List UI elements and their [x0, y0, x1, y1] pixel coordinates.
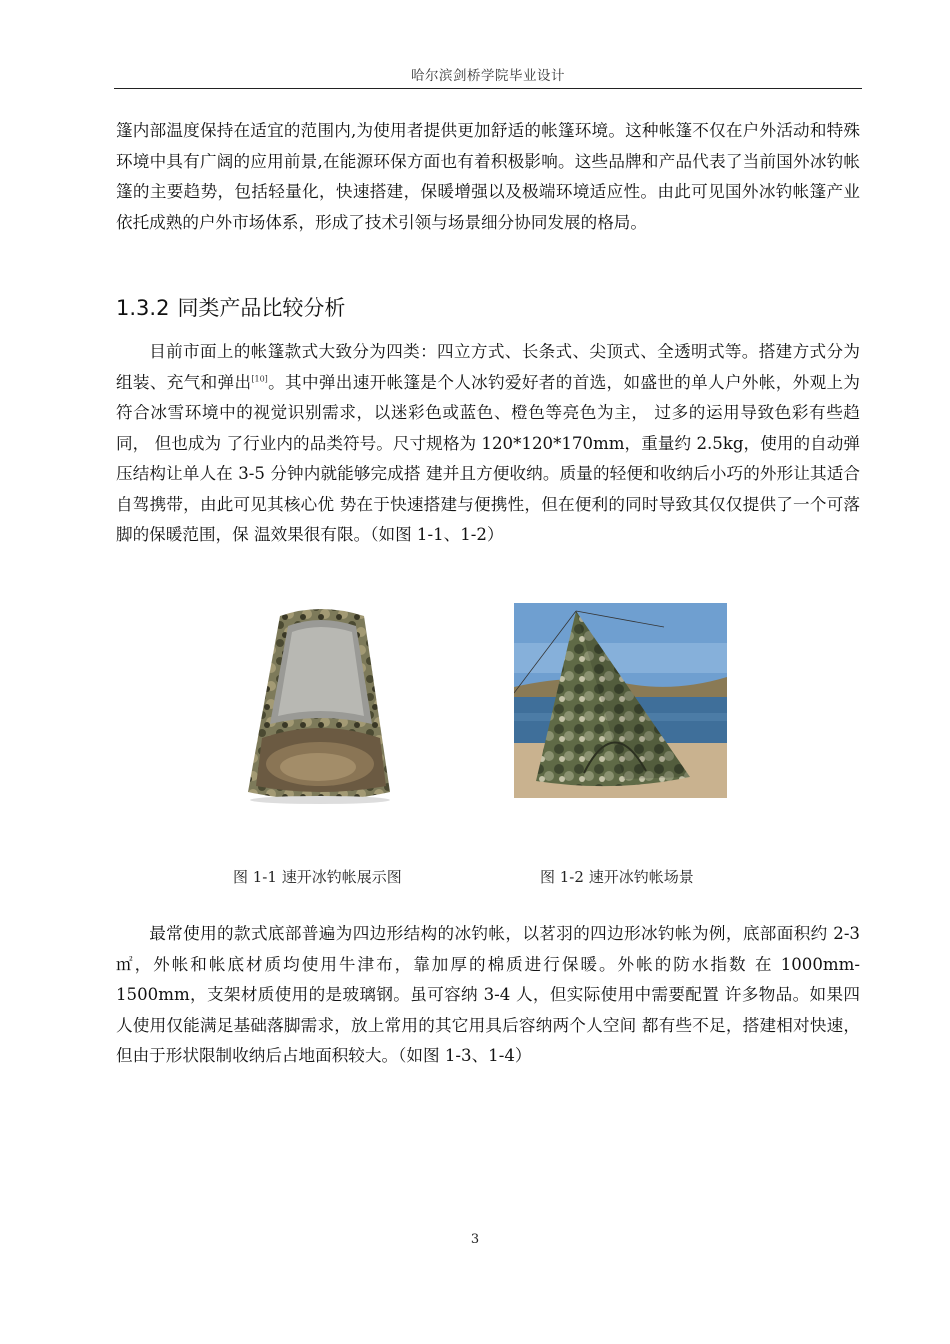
section-number: 1.3.2: [116, 296, 170, 320]
figure-2-caption: 图 1-2 速开冰钓帐场景: [540, 868, 694, 886]
page-header: 哈尔滨剑桥学院毕业设计: [411, 68, 565, 84]
paragraph-2: [116, 337, 860, 551]
figure-1-tent-product-image: [240, 602, 402, 806]
figure-1-caption: 图 1-1 速开冰钓帐展示图: [233, 868, 402, 886]
paragraph-2-text-b: 。其中弹出速开帐篷是个人冰钓爱好者的首选，如盛世的单人户外帐，外观上为符合冰雪环境中的视觉识别需求，以迷彩色或蓝色、橙色等亮色为主， 过多的运用导致色彩有些趋同， 但也成为 了行业内的品类符号。尺寸规格为 120*120*170mm，重量约 2.5kg，使用的自动弹压结构让单人在 3-5 分钟内就能够完成搭 建并且方便收纳。质量的轻便和收纳后小巧的外形让其适合自驾携带，由此可见其核心优 势在于快速搭建与便携性，但在便利的同时导致其仅仅提供了一个可落脚的保暖范围，保 温效果很有限。（如图 1-1、1-2）: [116, 372, 861, 544]
paragraph-2-text-a: 目前市面上的帐篷款式大致分为四类：四立方式、长条式、尖顶式、全透明式等。搭建方式分为组装、充气和弹出: [116, 342, 860, 392]
figure-2-tent-scene-image: [514, 603, 727, 798]
citation-marker: [10]: [251, 373, 268, 383]
section-title: 同类产品比较分析: [177, 296, 346, 320]
paragraph-1: 篷内部温度保持在适宜的范围内,为使用者提供更加舒适的帐篷环境。这种帐篷不仅在户外活动和特殊环境中具有广阔的应用前景,在能源环保方面也有着积极影响。这些品牌和产品代表了当前国外冰钓帐篷的主要趋势，包括轻量化，快速搭建，保暖增强以及极端环境适应性。由此可见国外冰钓帐篷产业依托成熟的户外市场体系，形成了技术引领与场景细分协同发展的格局。: [116, 121, 860, 232]
page-number: 3: [470, 1232, 480, 1247]
paragraph-3: 最常使用的款式底部普遍为四边形结构的冰钓帐，以茗羽的四边形冰钓帐为例，底部面积约 2-3 ㎡，外帐和帐底材质均使用牛津布，靠加厚的棉质进行保暖。外帐的防水指数 在 1000mm-1500mm，支架材质使用的是玻璃钢。虽可容纳 3-4 人，但实际使用中需要配置 许多物品。如果四人使用仅能满足基础落脚需求，放上常用的其它用具后容纳两个人空间 都有些不足，搭建相对快速，但由于形状限制收纳后占地面积较大。（如图 1-3、1-4）: [116, 924, 860, 1065]
section-heading: [116, 292, 345, 322]
header-divider: [114, 88, 862, 89]
